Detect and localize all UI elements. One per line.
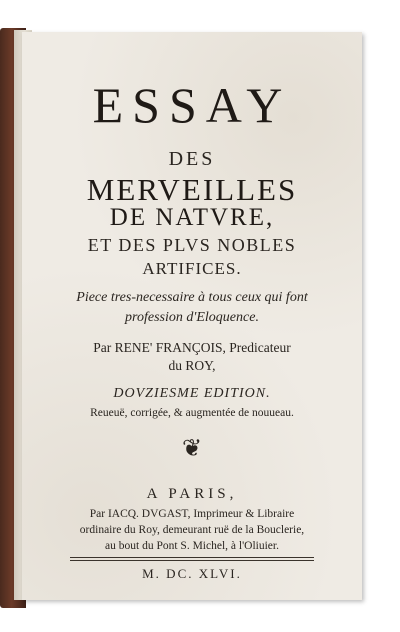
edition-note: Reueuë, corrigée, & augmentée de nouueau. — [90, 407, 294, 419]
imprint-line-3: au bout du Pont S. Michel, à l'Oliuier. — [105, 540, 279, 552]
subtitle-line-2: profession d'Eloquence. — [125, 310, 259, 325]
title-essay: ESSAY — [92, 77, 292, 133]
edition-label: DOVZIESME EDITION. — [113, 386, 271, 401]
title-et-des-plus-nobles: ET DES PLVS NOBLES — [87, 235, 297, 255]
subtitle-line-1: Piece tres-necessaire à tous ceux qui font — [76, 290, 308, 305]
author-line-1: Par RENE' FRANÇOIS, Predicateur — [93, 340, 291, 355]
author-line-2: du ROY, — [168, 358, 216, 373]
title-merveilles: MERVEILLES — [86, 172, 298, 207]
title-artifices: ARTIFICES. — [142, 259, 242, 278]
imprint-city: A PARIS, — [146, 486, 238, 502]
imprint-line-1: Par IACQ. DVGAST, Imprimeur & Libraire — [89, 508, 295, 520]
divider-rule-lower — [70, 560, 314, 561]
title-page — [22, 32, 362, 600]
divider-rule-upper — [70, 557, 314, 558]
printer-ornament-icon: ❦ — [181, 436, 203, 462]
imprint-line-2: ordinaire du Roy, demeurant ruë de la Bouclerie, — [79, 524, 305, 536]
publication-date: M. DC. XLVI. — [142, 566, 242, 581]
title-des: DES — [168, 148, 216, 170]
title-de-nature: DE NATVRE, — [109, 204, 275, 231]
